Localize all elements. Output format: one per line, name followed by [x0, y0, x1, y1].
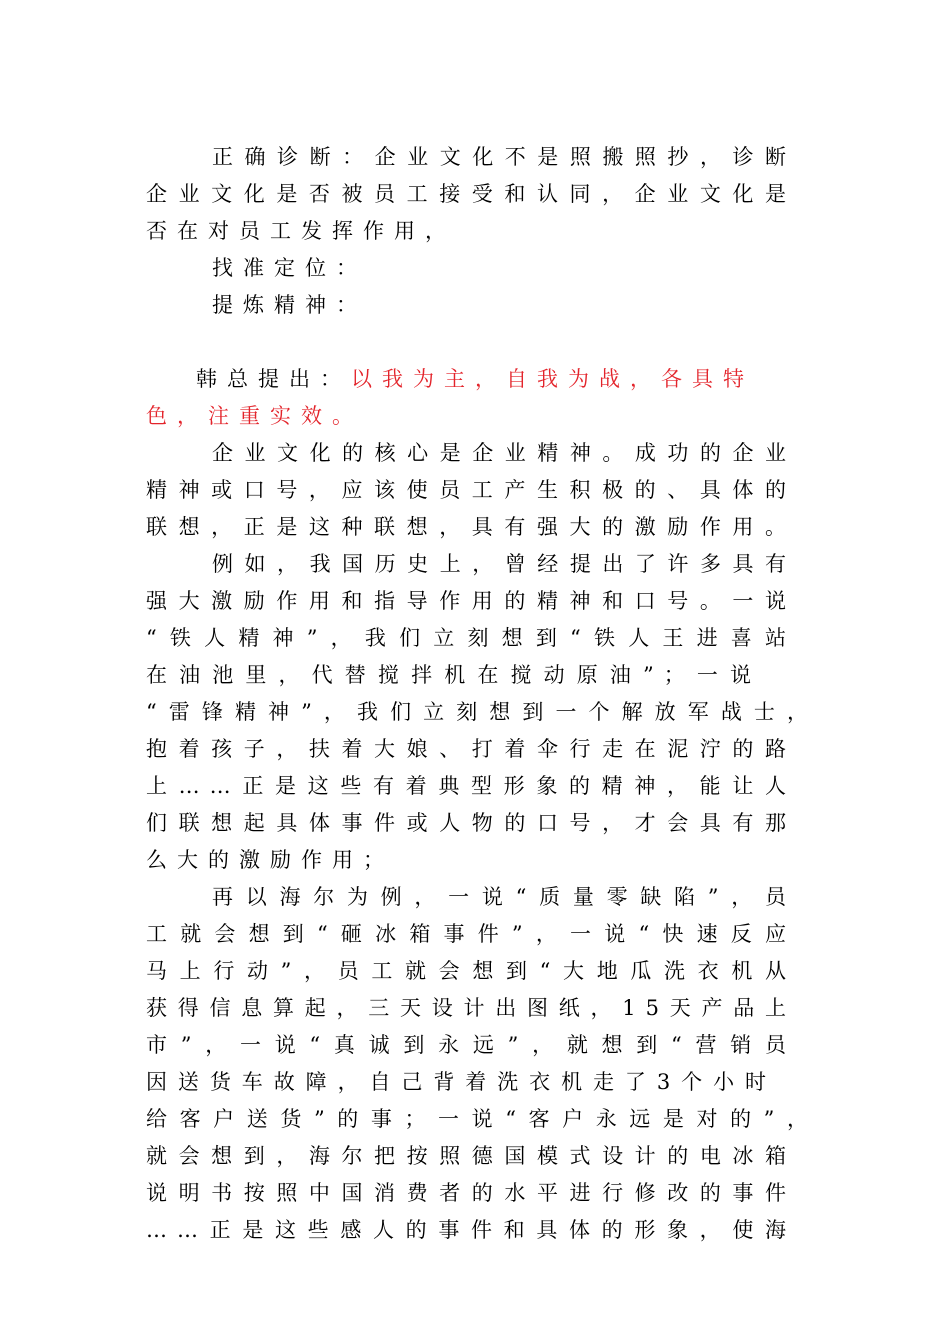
text-line: 例如，我国历史上，曾经提出了许多具有: [212, 552, 796, 576]
text-line: 正确诊断：企业文化不是照搬照抄，诊断: [212, 145, 796, 169]
text-line: 提炼精神：: [212, 293, 367, 317]
text-line: 市”，一说“真诚到永远”，就想到“营销员: [146, 1033, 796, 1057]
text-line: 在油池里，代替搅拌机在搅动原油”；一说: [146, 663, 761, 687]
text-line: 企业文化的核心是企业精神。成功的企业: [212, 441, 796, 465]
text-line: 获得信息算起，三天设计出图纸，15天产品上: [146, 996, 796, 1020]
text-line: 就会想到，海尔把按照德国模式设计的电冰箱: [146, 1144, 796, 1168]
text-line: 因送货车故障，自己背着洗衣机走了3个小时: [146, 1070, 776, 1094]
text-line: 工就会想到“砸冰箱事件”，一说“快速反应: [146, 922, 796, 946]
text-line: 马上行动”，员工就会想到“大地瓜洗衣机从: [146, 959, 796, 983]
text-line: 找准定位：: [212, 256, 367, 280]
speaker-label: 韩总提出：: [196, 367, 351, 391]
text-line: 么大的激励作用；: [146, 848, 394, 872]
text-line: 否在对员工发挥作用，: [146, 219, 456, 243]
text-line: “雷锋精神”，我们立刻想到一个解放军战士，: [146, 700, 818, 724]
text-line: 企业文化是否被员工接受和认同，企业文化是: [146, 182, 796, 206]
text-line: 强大激励作用和指导作用的精神和口号。一说: [146, 589, 796, 613]
text-line: 抱着孩子，扶着大娘、打着伞行走在泥泞的路: [146, 737, 796, 761]
text-line: 精神或口号，应该使员工产生积极的、具体的: [146, 478, 796, 502]
text-line: 们联想起具体事件或人物的口号，才会具有那: [146, 811, 796, 835]
text-line: 再以海尔为例，一说“质量零缺陷”，员: [212, 885, 796, 909]
text-line: 给客户送货”的事；一说“客户永远是对的”，: [146, 1107, 818, 1131]
text-line: ……正是这些感人的事件和具体的形象，使海: [146, 1218, 796, 1242]
text-line: “铁人精神”，我们立刻想到“铁人王进喜站: [146, 626, 796, 650]
highlight-line: [196, 361, 796, 397]
highlight-text: 色，注重实效。: [146, 404, 363, 428]
text-line: 上……正是这些有着典型形象的精神，能让人: [146, 774, 796, 798]
highlight-text: 以我为主，自我为战，各具特: [351, 367, 754, 391]
text-line: 说明书按照中国消费者的水平进行修改的事件: [146, 1181, 796, 1205]
text-line: 联想，正是这种联想，具有强大的激励作用。: [146, 515, 796, 539]
